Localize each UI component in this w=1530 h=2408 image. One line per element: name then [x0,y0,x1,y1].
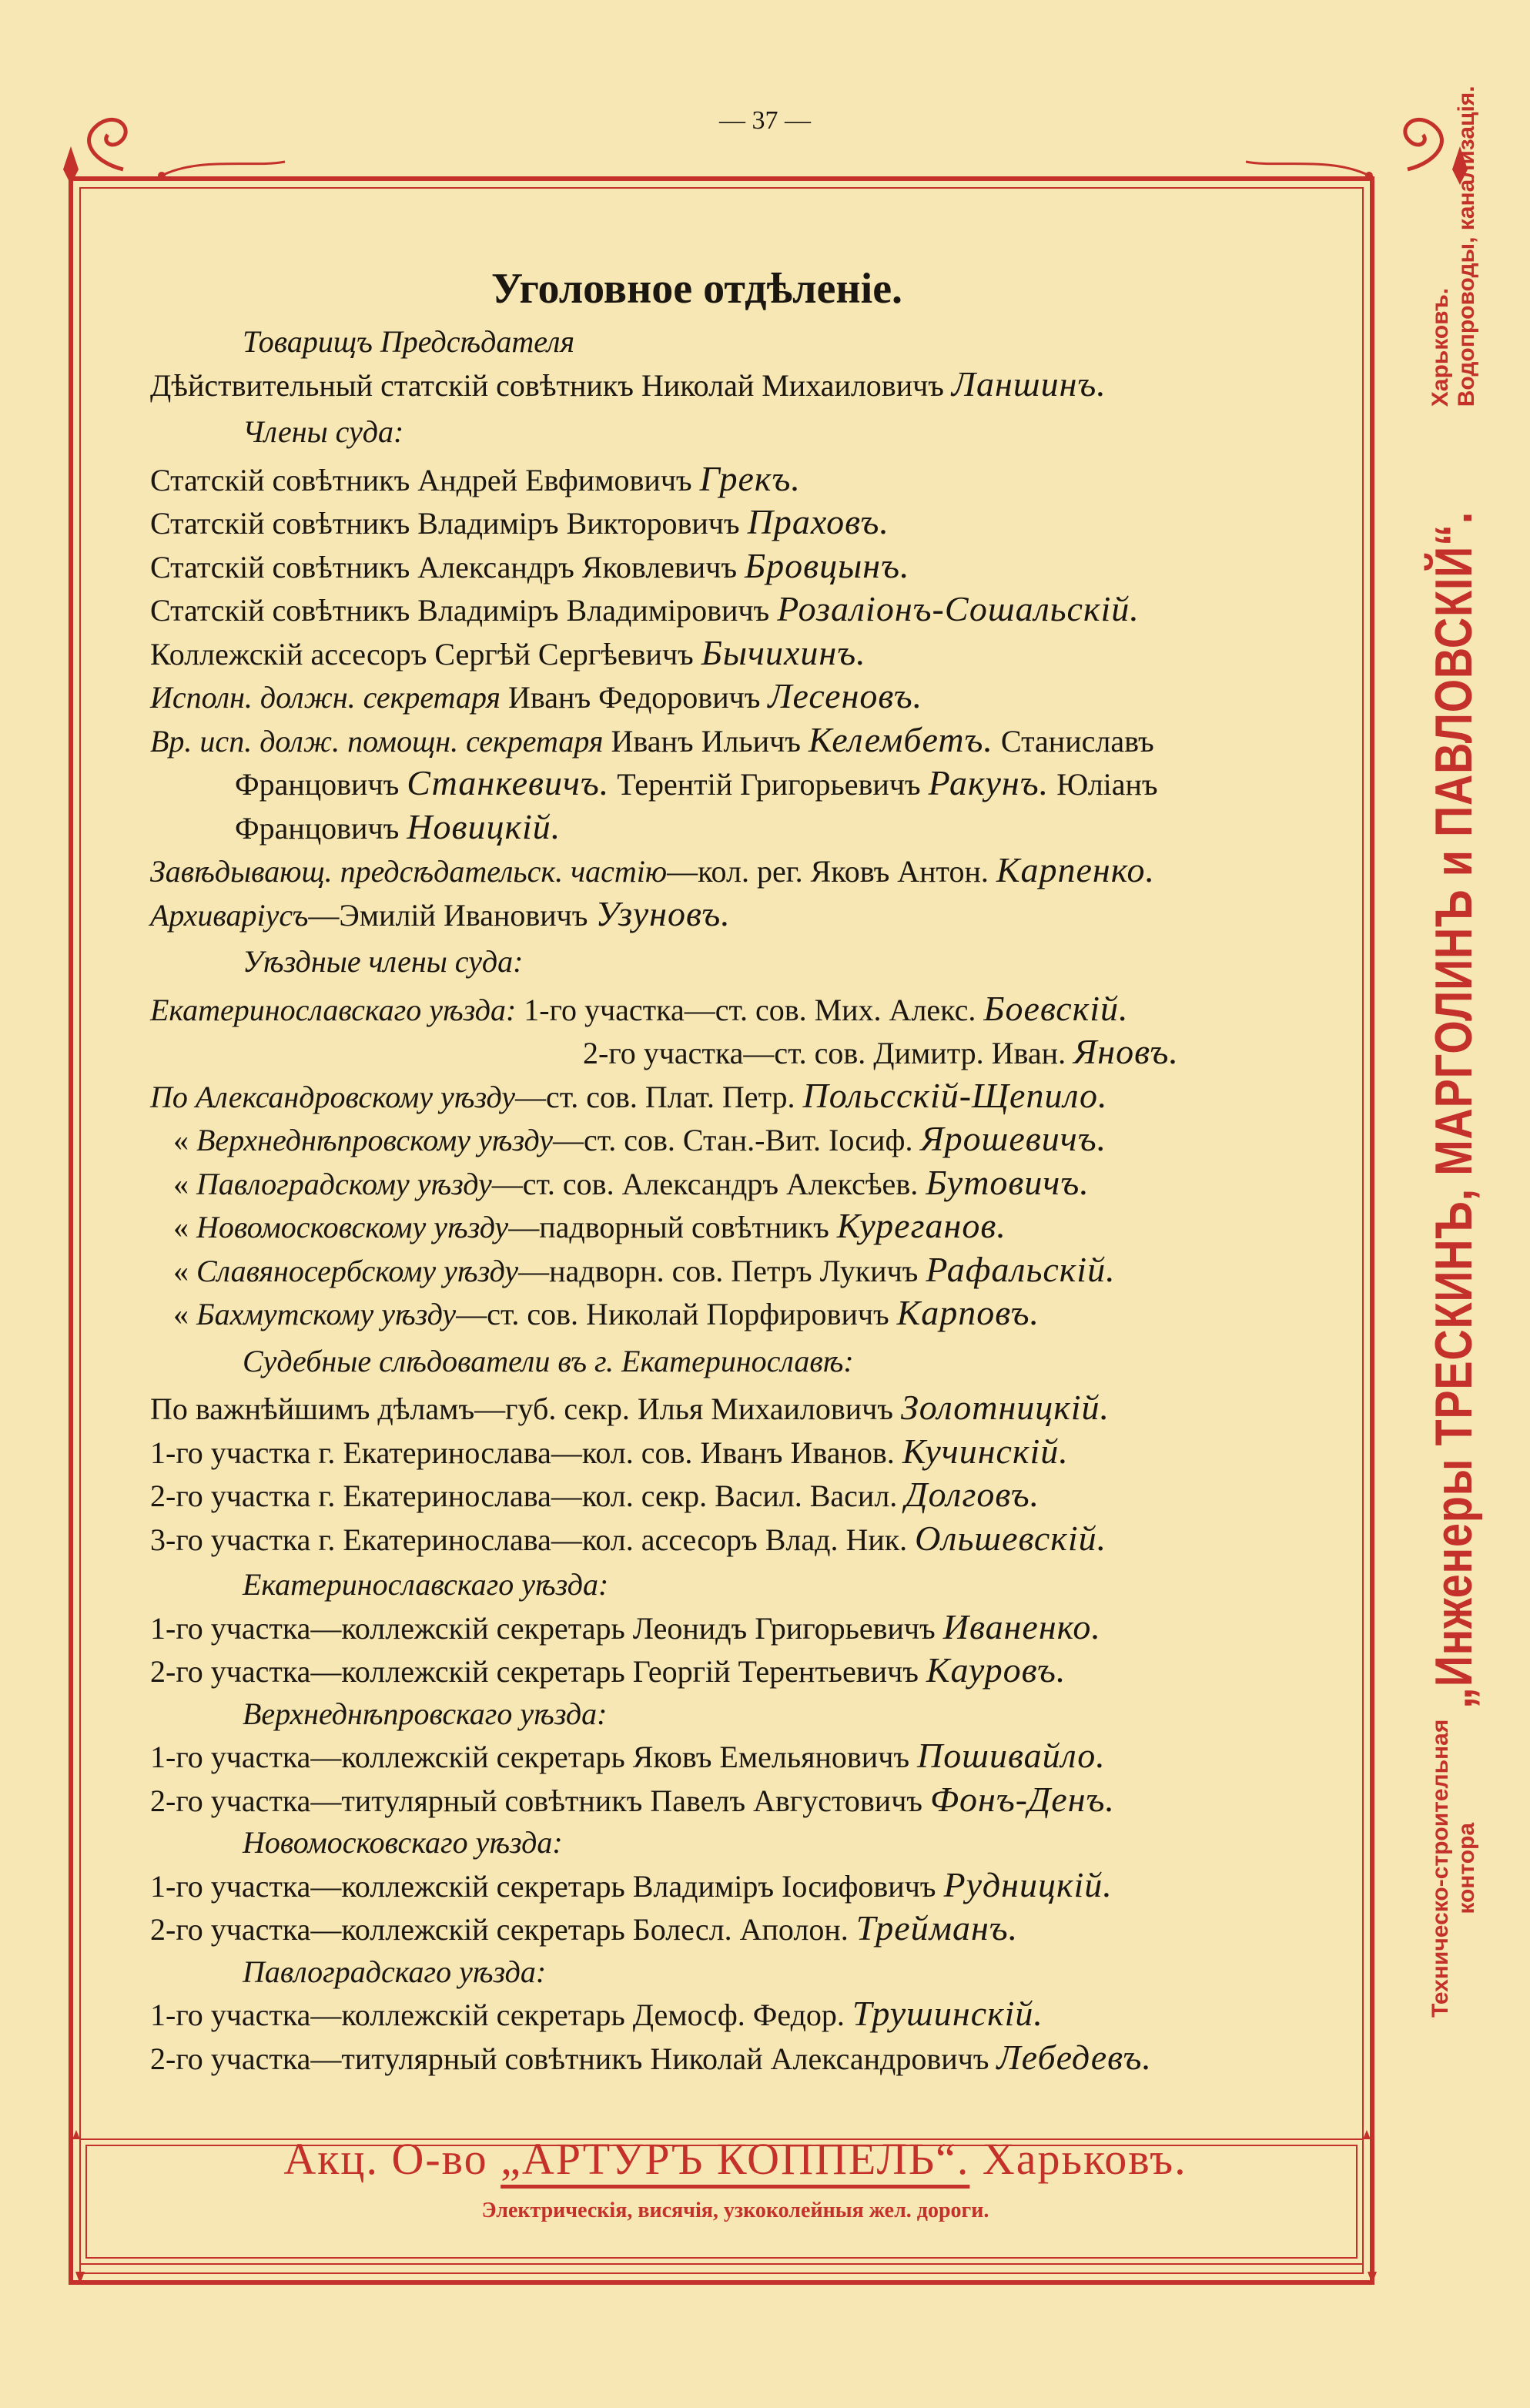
uezd-row [150,1606,1336,1650]
uezd-row-name: Иваненко. [942,1606,1101,1646]
side-ad-right-line1: Харьковъ. [1428,287,1453,407]
district-name: Славяносербскому уѣзду [196,1253,519,1288]
assistant-text: Юліанъ [1049,767,1158,802]
assistant-text: Станиславъ [993,723,1154,759]
member-rank: Статскій совѣтникъ Александръ Яковлевичъ [150,549,745,584]
assistant-role: Вр. исп. долж. помощн. секретаря [150,723,611,759]
member-name: Праховъ. [747,502,889,541]
district-member-row [150,1205,1336,1249]
side-ad-title: „Инженеры ТРЕСКИНЪ, МАРГОЛИНЪ и ПАВЛОВСКІЙ“. [1425,511,1483,1709]
district-member-row [150,1162,1336,1206]
district-text: —ст. сов. Александръ Алексѣев. [491,1166,926,1201]
bottom-ad-city: Харьковъ. [969,2134,1187,2184]
district-name: Бахмутскому уѣзду [196,1297,457,1331]
deputy-name: Ланшинъ. [951,363,1106,404]
assistant-secretary-row [150,806,1336,850]
office-manager-text: —кол. рег. Яковъ Антон. [667,854,996,889]
secretary-row [150,675,1336,719]
member-rank: Статскій совѣтникъ Владиміръ Владиміровичъ [150,593,778,628]
member-row [150,501,1336,545]
bottom-advertisement [81,2133,1390,2223]
uezd-row-text: 2-го участка—титулярный совѣтникъ Павелъ Августовичъ [150,1783,930,1818]
district-name: Новомосковскому уѣзду [196,1210,509,1244]
district-member-name: Бутовичъ. [926,1162,1090,1202]
investigator-row [150,1431,1336,1475]
bottom-ad-prefix: Акц. О-во [283,2134,501,2184]
page-number: — 37 — [719,106,811,135]
investigator-name: Золотницкій. [900,1388,1110,1427]
district-name: Екатеринославскаго уѣзда: [150,992,517,1027]
uezd-row [150,2037,1336,2081]
member-row [150,458,1336,502]
archivist-name: Узуновъ. [595,893,731,933]
assistant-text: Терентій Григорьевичъ [609,767,929,802]
district-member-row [150,1249,1336,1293]
deputy-rank: Дѣйствительный статскій совѣтникъ Николай Михаиловичъ [150,367,952,403]
member-name: Бычихинъ. [701,632,866,672]
secretary-text: Иванъ Федоровичъ [508,680,768,715]
office-manager-role: Завѣдывающ. предсѣдательск. частію [150,854,668,889]
district-prefix: « [173,1297,196,1331]
section-title: Уголовное отдѣленіе. [490,265,903,313]
district-member-row [150,1075,1336,1119]
uezd-row-text: 2-го участка—коллежскій секретарь Георгій Терентьевичъ [150,1654,926,1689]
uezd-row-text: 1-го участка—коллежскій секретарь Яковъ Емельяновичъ [150,1740,917,1774]
side-ad-left-line1: Техническо-строительная [1428,1719,1453,2018]
uezd-row-text: 1-го участка—коллежскій секретарь Демосф. Федор. [150,1998,852,2032]
uezd-row [150,1779,1336,1823]
criminal-department-listing [150,258,1336,2080]
district-member-row [150,1031,1336,1075]
office-manager-row [150,849,1336,893]
district-prefix: « [173,1166,196,1201]
member-row [150,632,1336,676]
district-member-name: Куреганов. [836,1206,1006,1245]
side-ad-left [1428,1720,1480,2018]
investigators-list [150,1387,1336,1561]
district-member-row [150,1118,1336,1162]
secretary-role: Исполн. должн. секретаря [150,680,509,715]
uezd-row-name: Трейманъ. [855,1908,1019,1947]
uezd-row [150,1907,1336,1951]
district-member-row [150,1292,1336,1336]
investigator-name: Долговъ. [905,1475,1040,1514]
uezd-row [150,1864,1336,1908]
uezd-group-header: Новомосковскаго уѣзда: [243,1825,563,1860]
archivist-row [150,893,1336,937]
district-member-name: Яновъ. [1073,1032,1179,1071]
uezd-row [150,1993,1336,2037]
district-prefix: По [150,1079,196,1114]
uezd-row-text: 2-го участка—титулярный совѣтникъ Николай Александровичъ [150,2041,997,2076]
investigator-text: 2-го участка г. Екатеринослава—кол. секр. Васил. Васил. [150,1479,906,1513]
district-member-name: Карповъ. [896,1293,1040,1332]
members-list [150,458,1336,676]
member-row [150,588,1336,632]
investigator-text: 3-го участка г. Екатеринослава—кол. ассесоръ Влад. Ник. [150,1522,916,1557]
uezd-row-text: 1-го участка—коллежскій секретарь Владиміръ Іосифовичъ [150,1868,944,1904]
district-text: —ст. сов. Николай Порфировичъ [456,1297,897,1331]
district-text: —надворн. сов. Петръ Лукичъ [518,1253,926,1288]
investigator-text: По важнѣйшимъ дѣламъ—губ. секр. Илья Михаиловичъ [150,1392,901,1426]
district-text: 1-го участка—ст. сов. Мих. Алекс. [516,992,984,1027]
uezd-row-name: Фонъ-Денъ. [930,1779,1115,1819]
uezd-row-name: Рудницкій. [943,1864,1113,1904]
bottom-ad-headline [81,2133,1390,2185]
uezd-row [150,1649,1336,1693]
district-text: —ст. сов. Плат. Петр. [515,1079,803,1114]
investigator-row [150,1518,1336,1562]
district-member-name: Польсскій-Щепило. [802,1075,1108,1115]
uezd-row-name: Лебедевъ. [996,2037,1152,2077]
assistant-text: Францовичъ [235,767,407,802]
archivist-role: Архиваріусъ [150,897,309,933]
deputy-row [150,363,1336,407]
district-member-name: Ярошевичъ. [920,1119,1107,1158]
district-members-header: Уѣздные члены суда: [243,944,524,979]
district-member-name: Боевскій. [983,988,1129,1028]
side-ad-right [1428,85,1480,407]
assistant-name: Станкевичъ. [407,763,610,802]
secretary-name: Лесеновъ. [768,676,923,715]
bottom-ad-subtitle: Электрическія, висячія, узкоколейныя жел. дороги. [481,2199,989,2222]
uezd-group-header: Екатеринославскаго уѣзда: [243,1567,609,1602]
deputy-header: Товарищъ Предсѣдателя [243,324,575,359]
investigator-row [150,1387,1336,1431]
side-ad-right-line2: Водопроводы, канализація. [1454,85,1479,407]
uezd-row-name: Пошивайло. [917,1736,1106,1775]
district-text: —ст. сов. Стан.-Вит. Іосиф. [553,1123,921,1157]
bottom-ad-company: „АРТУРЪ КОППЕЛЬ“. [501,2134,970,2184]
investigator-name: Ольшевскій. [915,1518,1107,1558]
district-name: Александровскому уѣзду [195,1079,516,1114]
district-member-name: Рафальскій. [926,1249,1116,1289]
side-ad-left-line2: контора [1454,1822,1479,1914]
uezd-row-text: 1-го участка—коллежскій секретарь Леонидъ Григорьевичъ [150,1610,943,1646]
assistant-name: Ракунъ. [928,763,1050,802]
assistant-name: Новицкій. [407,806,561,846]
investigator-text: 1-го участка г. Екатеринослава—кол. сов. Иванъ Иванов. [150,1435,902,1470]
members-header: Члены суда: [243,414,404,449]
member-name: Грекъ. [699,458,801,498]
uezd-row [150,1735,1336,1779]
assistant-secretary-row [150,719,1336,763]
archivist-text: —Эмилій Ивановичъ [308,897,596,933]
assistant-name: Келембетъ. [808,719,993,759]
investigators-header: Судебные слѣдователи въ г. Екатеринославѣ: [243,1343,854,1378]
member-row [150,545,1336,589]
uezd-group-header: Верхнеднѣпровскаго уѣзда: [243,1696,608,1731]
uezd-row-name: Кауровъ. [926,1650,1066,1690]
district-prefix: « [173,1123,196,1157]
assistant-text: Иванъ Ильичъ [611,723,809,759]
district-members-list [150,988,1336,1336]
assistant-text: Францовичъ [235,810,407,846]
office-manager-name: Карпенко. [996,850,1155,889]
district-member-row [150,988,1336,1032]
member-rank: Коллежскій ассесоръ Сергѣй Сергѣевичъ [150,636,701,671]
district-text: —падворный совѣтникъ [508,1210,837,1244]
district-name: Павлоградскому уѣзду [196,1166,492,1201]
district-prefix: « [173,1210,196,1244]
member-rank: Статскій совѣтникъ Андрей Евфимовичъ [150,462,700,497]
member-rank: Статскій совѣтникъ Владиміръ Викторовичъ [150,506,748,541]
district-prefix: « [173,1253,196,1288]
investigator-name: Кучинскій. [902,1431,1069,1471]
investigator-row [150,1474,1336,1518]
member-name: Розаліонъ-Сошальскій. [777,589,1140,628]
uezd-row-text: 2-го участка—коллежскій секретарь Болесл. Аполон. [150,1912,856,1947]
uezd-group-header: Павлоградскаго уѣзда: [243,1954,547,1989]
member-name: Бровцынъ. [745,545,910,585]
uezd-row-name: Трушинскій. [852,1994,1043,2033]
district-text: 2-го участка—ст. сов. Димитр. Иван. [583,1036,1074,1070]
district-name: Верхнеднѣпровскому уѣзду [196,1123,554,1157]
assistant-secretary-row [150,762,1336,806]
